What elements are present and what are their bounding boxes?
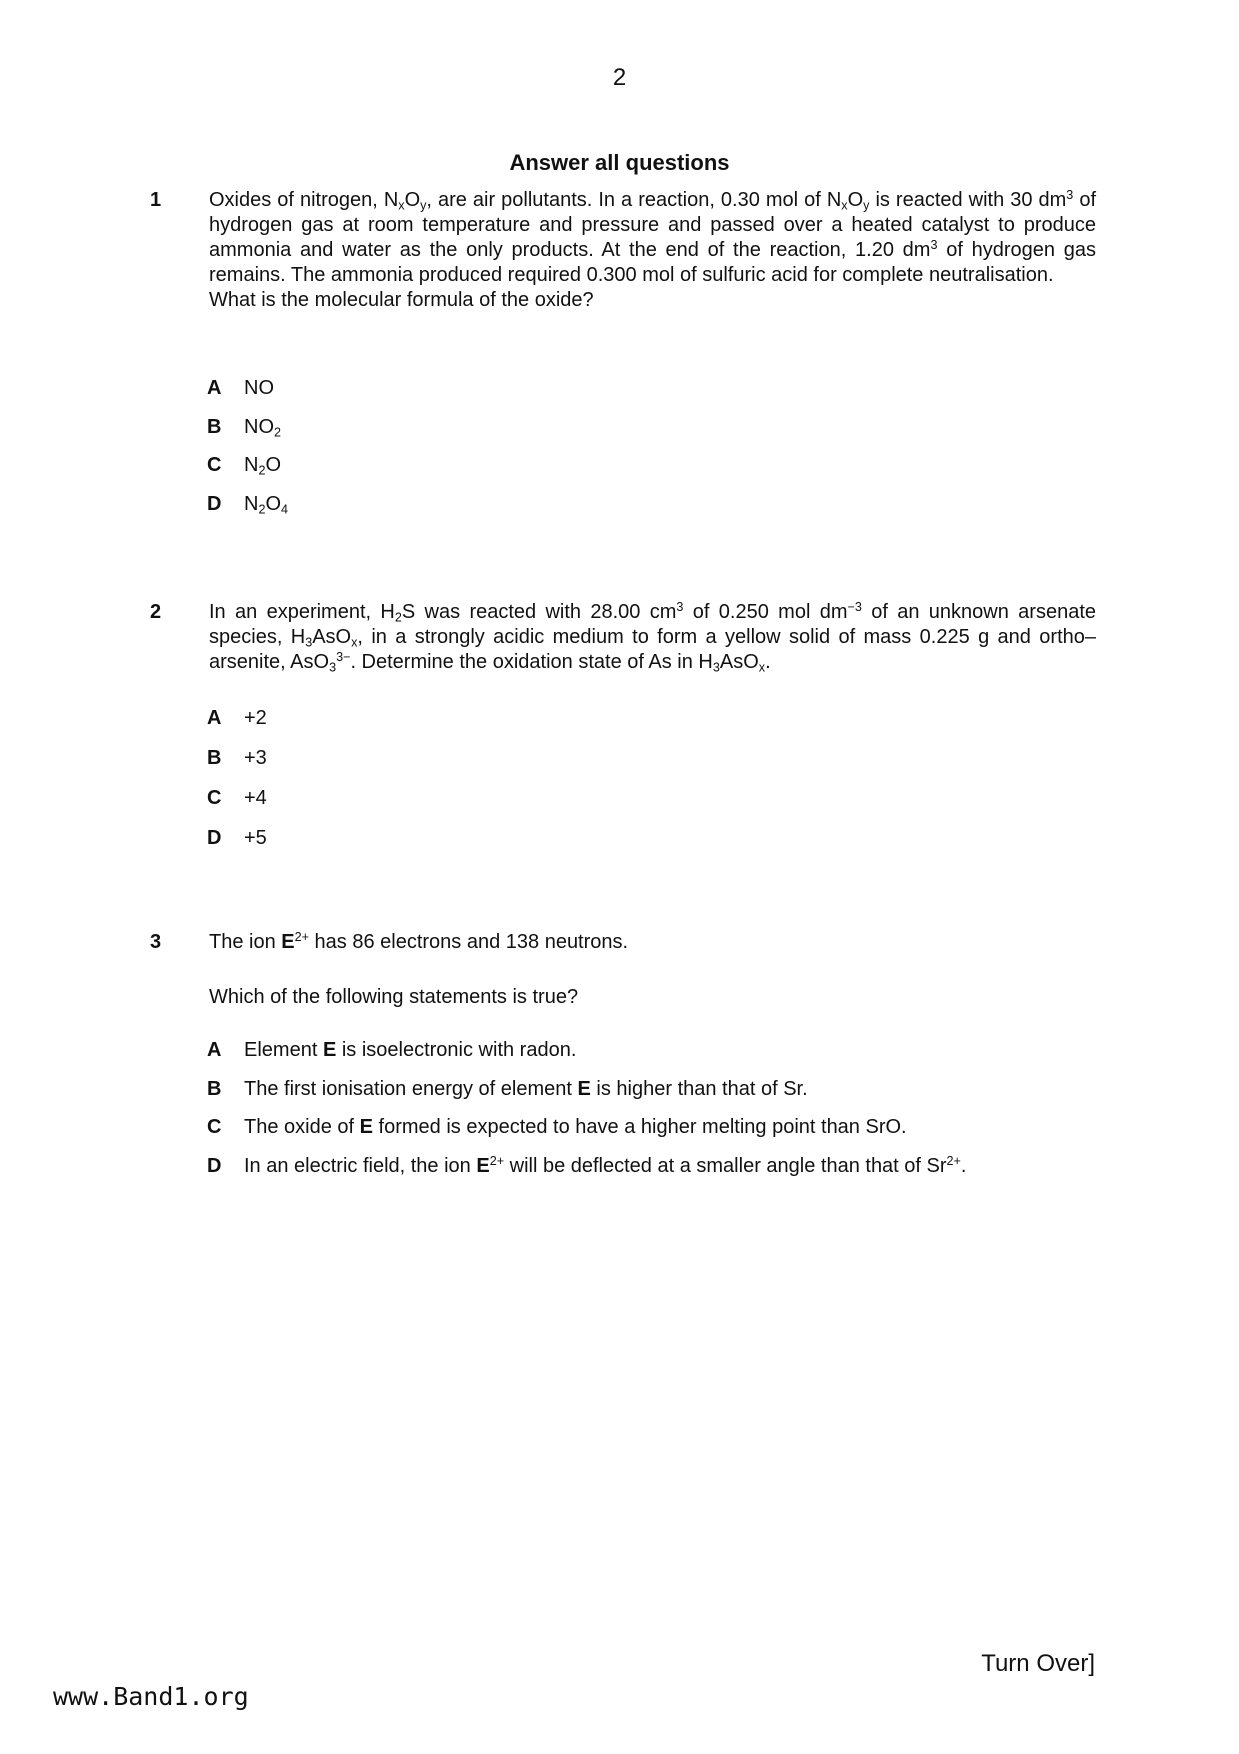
option-text: +4 bbox=[244, 787, 267, 809]
question-3-stem: The ion $E^{2+}$ has 86 electrons and 138 neutrons. bbox=[209, 930, 629, 953]
question-3-prompt: Which of the following statements is true? bbox=[209, 986, 579, 1008]
option-letter: A bbox=[207, 1039, 222, 1061]
option-letter: D bbox=[207, 827, 222, 849]
option-letter: C bbox=[207, 787, 222, 809]
question-3-options bbox=[207, 1038, 1107, 1192]
option-letter: C bbox=[207, 454, 222, 476]
website-watermark: www.Band1.org bbox=[53, 1682, 249, 1711]
question-1-option-d bbox=[207, 492, 1107, 517]
turn-over-note: Turn Over] bbox=[981, 1650, 1095, 1677]
option-text: The first ionisation energy of element E is higher than that of Sr. bbox=[244, 1077, 808, 1100]
option-text: $N_2O_4$ bbox=[244, 492, 289, 517]
question-1-option-a bbox=[207, 376, 1107, 401]
question-2 bbox=[150, 600, 1096, 675]
question-1-number: 1 bbox=[150, 189, 162, 211]
question-1-options bbox=[207, 376, 1107, 530]
option-letter: A bbox=[207, 377, 222, 399]
question-1-option-b bbox=[207, 415, 1107, 440]
question-1-stem: Oxides of nitrogen, $N_xO_y$, are air pollutants. In a reaction, 0.30 mol of $N_xO_y$ is reacted with 30 $dm^3$ of hydrogen gas at room temperature and pressure and passed over a heated catalyst to produce ammonia and water as the only products. At the end of the reaction, 1.20 $dm^3$ of hydrogen gas remains. The ammonia produced required 0.300 mol of sulfuric acid for complete neutralisation. bbox=[209, 188, 1097, 286]
question-2-option-a bbox=[207, 706, 1107, 731]
option-text: The oxide of E formed is expected to have a higher melting point than SrO. bbox=[244, 1116, 907, 1138]
option-letter: D bbox=[207, 1154, 222, 1177]
option-text: In an electric field, the ion $E^{2+}$ will be deflected at a smaller angle than that of $Sr^{2+}$. bbox=[244, 1153, 967, 1177]
option-letter: C bbox=[207, 1116, 222, 1138]
question-3-option-a bbox=[207, 1038, 1107, 1063]
option-text: NO bbox=[244, 377, 274, 399]
question-1-prompt: What is the molecular formula of the oxide? bbox=[209, 289, 594, 311]
question-1-option-c bbox=[207, 453, 1107, 478]
option-text: +5 bbox=[244, 827, 267, 849]
option-text: $N_2O$ bbox=[244, 454, 282, 478]
question-2-number: 2 bbox=[150, 601, 162, 623]
question-3 bbox=[150, 930, 1096, 1010]
question-3-number: 3 bbox=[150, 931, 162, 953]
question-3-option-c bbox=[207, 1115, 1107, 1140]
question-2-body bbox=[209, 600, 1096, 675]
question-3-option-b bbox=[207, 1077, 1107, 1102]
section-heading: Answer all questions bbox=[509, 150, 730, 175]
question-2-option-d bbox=[207, 826, 1107, 851]
option-text: +2 bbox=[244, 707, 267, 729]
option-letter: B bbox=[207, 1077, 222, 1100]
question-2-options bbox=[207, 706, 1107, 866]
question-2-option-c bbox=[207, 786, 1107, 811]
option-text: Element E is isoelectronic with radon. bbox=[244, 1039, 577, 1061]
option-text: $NO_2$ bbox=[244, 415, 282, 440]
option-letter: B bbox=[207, 747, 222, 769]
question-2-option-b bbox=[207, 746, 1107, 771]
option-text: +3 bbox=[244, 747, 267, 769]
question-1-body bbox=[209, 188, 1096, 313]
question-3-option-d bbox=[207, 1154, 1107, 1179]
option-letter: D bbox=[207, 492, 222, 515]
question-1 bbox=[150, 188, 1096, 313]
page-number: 2 bbox=[612, 64, 627, 91]
option-letter: A bbox=[207, 707, 222, 729]
question-3-body bbox=[209, 930, 1096, 1010]
question-2-stem: In an experiment, $H_2S$ was reacted with 28.00 $cm^3$ of 0.250 mol $dm^{-3}$ of an unknown arsenate species, $H_3AsO_x$, in a strongly acidic medium to form a yellow solid of mass 0.225 g and ortho–arsenite, AsO$_3^{3-}$. Determine the oxidation state of As in $H_3AsO_x$. bbox=[209, 600, 1097, 675]
option-letter: B bbox=[207, 415, 222, 438]
